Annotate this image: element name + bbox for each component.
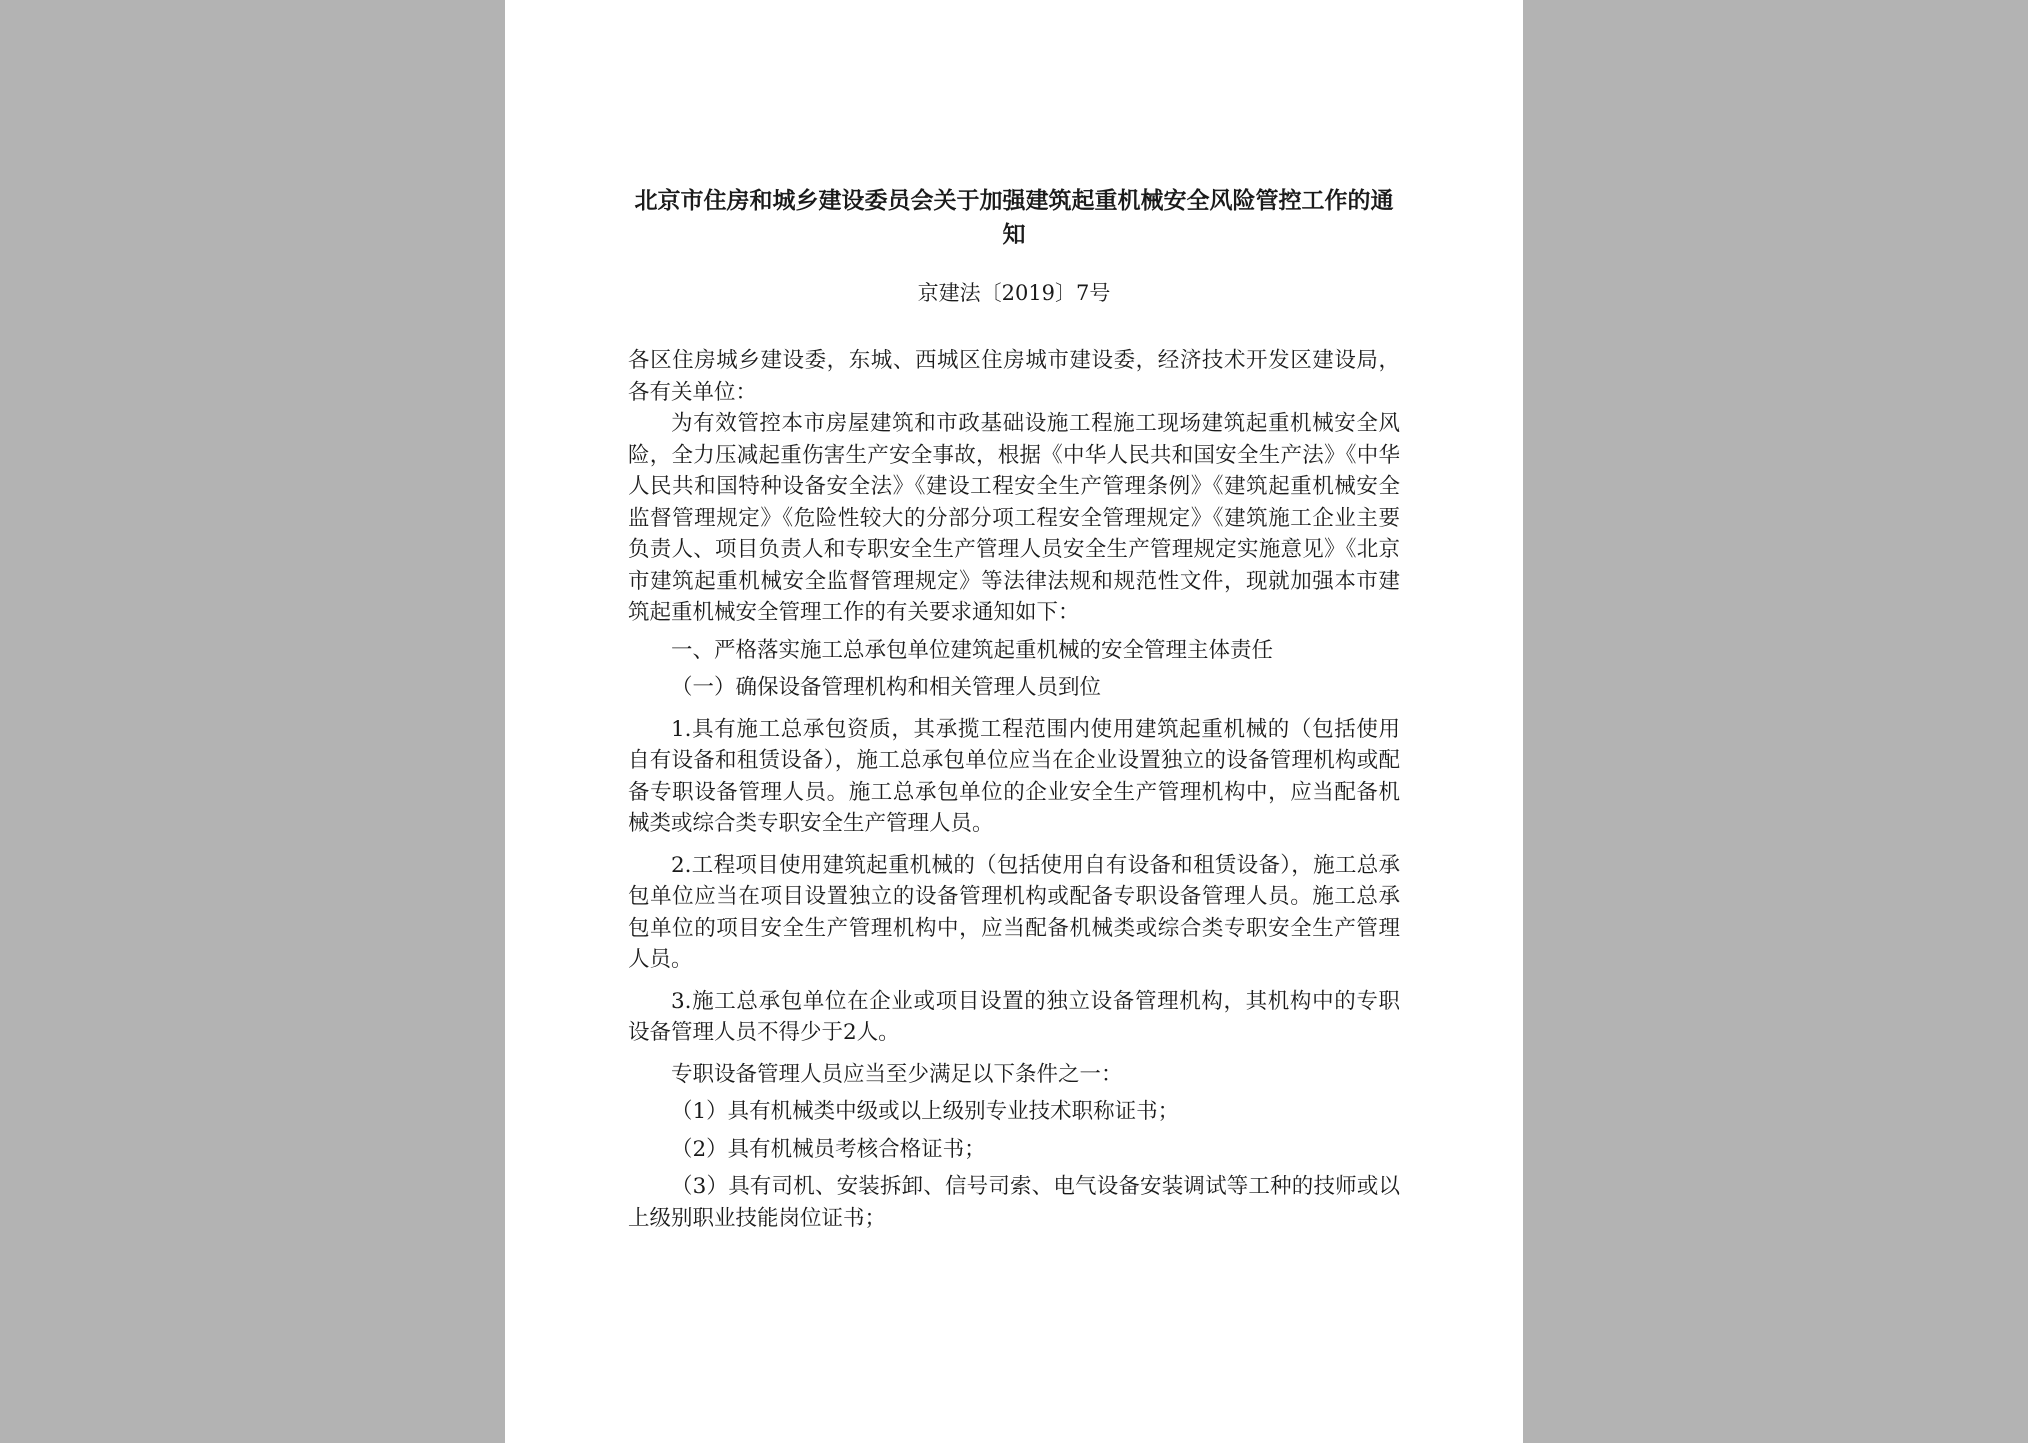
item-3-paragraph: 3.施工总承包单位在企业或项目设置的独立设备管理机构，其机构中的专职设备管理人员不得少于2人。 (628, 988, 1400, 1045)
intro-paragraph: 为有效管控本市房屋建筑和市政基础设施工程施工现场建筑起重机械安全风险，全力压减起重伤害生产安全事故，根据《中华人民共和国安全生产法》《中华人民共和国特种设备安全法》《建设工程安全生产管理条例》《建筑起重机械安全监督管理规定》《危险性较大的分部分项工程安全管理规定》《建筑施工企业主要负责人、项目负责人和专职安全生产管理人员安全生产管理规定实施意见》《北京市建筑起重机械安全监督管理规定》等法律法规和规范性文件，现就加强本市建筑起重机械安全管理工作的有关要求通知如下： (628, 411, 1400, 625)
subsection-heading-1: （一）确保设备管理机构和相关管理人员到位 (671, 675, 1102, 700)
item-1-paragraph: 1.具有施工总承包资质，其承揽工程范围内使用建筑起重机械的（包括使用自有设备和租赁设备），施工总承包单位应当在企业设置独立的设备管理机构或配备专职设备管理人员。施工总承包单位的企业安全生产管理机构中，应当配备机械类或综合类专职安全生产管理人员。 (628, 716, 1400, 836)
document-content (628, 184, 1400, 1234)
condition-2: （2）具有机械员考核合格证书； (671, 1136, 986, 1162)
document-number: 京建法〔2019〕7号 (917, 281, 1111, 305)
addressee-paragraph: 各区住房城乡建设委，东城、西城区住房城市建设委，经济技术开发区建设局，各有关单位： (628, 348, 1400, 405)
document-page (505, 0, 1523, 1443)
section-heading-1: 一、严格落实施工总承包单位建筑起重机械的安全管理主体责任 (671, 637, 1274, 663)
document-title: 北京市住房和城乡建设委员会关于加强建筑起重机械安全风险管控工作的通知 (634, 187, 1394, 248)
condition-3: （3）具有司机、安装拆卸、信号司索、电气设备安装调试等工种的技师或以上级别职业技能岗位证书； (628, 1174, 1400, 1231)
condition-1: （1）具有机械类中级或以上级别专业技术职称证书； (671, 1099, 1180, 1124)
conditions-intro: 专职设备管理人员应当至少满足以下条件之一： (671, 1061, 1123, 1087)
item-2-paragraph: 2.工程项目使用建筑起重机械的（包括使用自有设备和租赁设备），施工总承包单位应当在项目设置独立的设备管理机构或配备专职设备管理人员。施工总承包单位的项目安全生产管理机构中，应当配备机械类或综合类专职安全生产管理人员。 (628, 852, 1400, 972)
